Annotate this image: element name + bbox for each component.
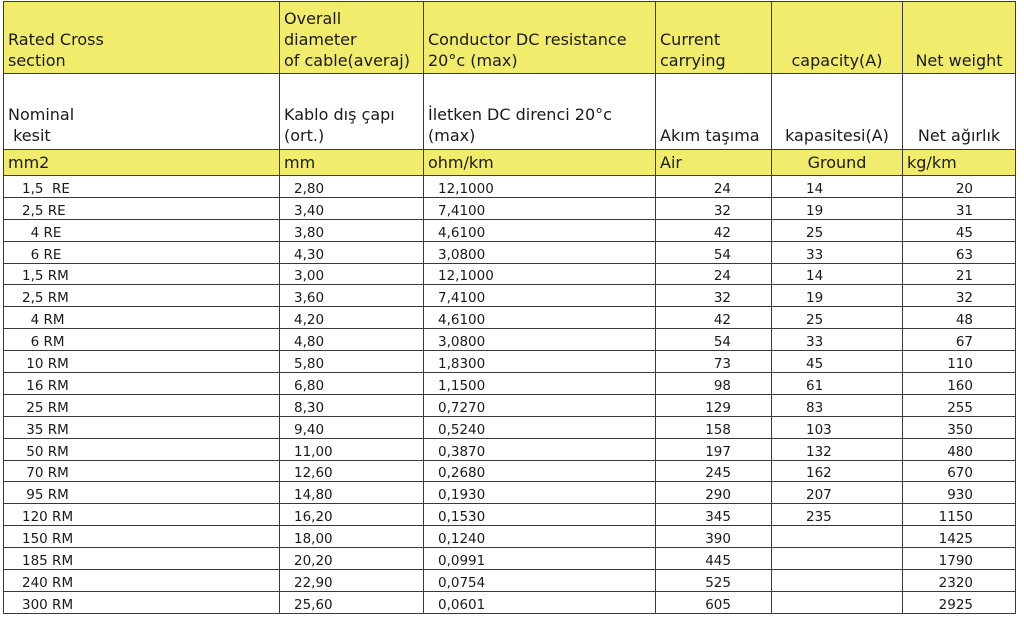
cell-diameter: 4,20	[280, 307, 424, 329]
cell-air: 158	[656, 416, 772, 438]
cell-air: 197	[656, 438, 772, 460]
unit-section: mm2	[4, 150, 280, 176]
cable-spec-table	[3, 1, 1016, 614]
cell-resistance: 0,0754	[424, 570, 656, 592]
header-kapasitesi: kapasitesi(A)	[772, 74, 903, 150]
table-row	[4, 526, 1016, 548]
cell-size: 120 RM	[4, 504, 280, 526]
cell-ground: 235	[772, 504, 903, 526]
cell-ground: 25	[772, 307, 903, 329]
header-row-turkish	[4, 74, 1016, 150]
cell-size: 185 RM	[4, 548, 280, 570]
unit-diameter: mm	[280, 150, 424, 176]
cell-ground: 45	[772, 351, 903, 373]
cell-resistance: 7,4100	[424, 197, 656, 219]
cell-resistance: 12,1000	[424, 263, 656, 285]
cell-size: 2,5 RM	[4, 285, 280, 307]
cell-diameter: 20,20	[280, 548, 424, 570]
cell-weight: 31	[903, 197, 1016, 219]
table-row	[4, 197, 1016, 219]
cell-air: 290	[656, 482, 772, 504]
table-row	[4, 416, 1016, 438]
cell-ground	[772, 526, 903, 548]
cell-size: 6 RE	[4, 241, 280, 263]
cell-size: 95 RM	[4, 482, 280, 504]
cell-air: 42	[656, 307, 772, 329]
cell-air: 24	[656, 263, 772, 285]
cell-diameter: 3,60	[280, 285, 424, 307]
header-overall-diameter: Overall diameter of cable(averaj)	[280, 2, 424, 74]
header-row-english	[4, 2, 1016, 74]
cell-diameter: 2,80	[280, 176, 424, 198]
cell-diameter: 8,30	[280, 394, 424, 416]
cell-resistance: 0,1530	[424, 504, 656, 526]
cell-weight: 1150	[903, 504, 1016, 526]
cell-diameter: 4,80	[280, 329, 424, 351]
cell-resistance: 4,6100	[424, 307, 656, 329]
cell-air: 390	[656, 526, 772, 548]
header-current-carrying: Current carrying	[656, 2, 772, 74]
cell-size: 300 RM	[4, 591, 280, 613]
table-row	[4, 351, 1016, 373]
unit-air: Air	[656, 150, 772, 176]
cell-weight: 255	[903, 394, 1016, 416]
cell-resistance: 0,0991	[424, 548, 656, 570]
cell-ground: 83	[772, 394, 903, 416]
cell-air: 42	[656, 219, 772, 241]
table-row	[4, 373, 1016, 395]
cell-air: 24	[656, 176, 772, 198]
cell-diameter: 4,30	[280, 241, 424, 263]
cell-ground: 19	[772, 197, 903, 219]
cell-size: 6 RM	[4, 329, 280, 351]
cell-ground	[772, 591, 903, 613]
table-row	[4, 591, 1016, 613]
cell-ground: 103	[772, 416, 903, 438]
cell-size: 4 RM	[4, 307, 280, 329]
cell-resistance: 0,0601	[424, 591, 656, 613]
cell-weight: 45	[903, 219, 1016, 241]
cell-size: 70 RM	[4, 460, 280, 482]
header-akim-tasima: Akım taşıma	[656, 74, 772, 150]
cell-diameter: 9,40	[280, 416, 424, 438]
cell-weight: 2320	[903, 570, 1016, 592]
cell-air: 525	[656, 570, 772, 592]
cell-weight: 21	[903, 263, 1016, 285]
cell-size: 1,5 RM	[4, 263, 280, 285]
cell-ground: 207	[772, 482, 903, 504]
cell-diameter: 16,20	[280, 504, 424, 526]
cell-resistance: 4,6100	[424, 219, 656, 241]
cell-resistance: 7,4100	[424, 285, 656, 307]
cell-ground: 25	[772, 219, 903, 241]
cell-size: 50 RM	[4, 438, 280, 460]
cell-weight: 110	[903, 351, 1016, 373]
table-row	[4, 460, 1016, 482]
cell-diameter: 25,60	[280, 591, 424, 613]
cell-weight: 1790	[903, 548, 1016, 570]
cell-air: 32	[656, 285, 772, 307]
cell-size: 2,5 RE	[4, 197, 280, 219]
cell-air: 54	[656, 329, 772, 351]
units-row	[4, 150, 1016, 176]
cell-air: 445	[656, 548, 772, 570]
cell-resistance: 0,1930	[424, 482, 656, 504]
table-row	[4, 482, 1016, 504]
cell-weight: 350	[903, 416, 1016, 438]
cell-diameter: 11,00	[280, 438, 424, 460]
unit-weight: kg/km	[903, 150, 1016, 176]
unit-resistance: ohm/km	[424, 150, 656, 176]
cell-diameter: 22,90	[280, 570, 424, 592]
cell-air: 605	[656, 591, 772, 613]
cell-diameter: 18,00	[280, 526, 424, 548]
cell-size: 25 RM	[4, 394, 280, 416]
cell-resistance: 3,0800	[424, 329, 656, 351]
cell-weight: 1425	[903, 526, 1016, 548]
cell-diameter: 3,40	[280, 197, 424, 219]
header-iletken-direnci: İletken DC direnci 20°c (max)	[424, 74, 656, 150]
cell-air: 32	[656, 197, 772, 219]
cell-resistance: 0,1240	[424, 526, 656, 548]
cell-diameter: 6,80	[280, 373, 424, 395]
header-capacity: capacity(A)	[772, 2, 903, 74]
cell-diameter: 3,80	[280, 219, 424, 241]
table-row	[4, 548, 1016, 570]
cell-ground	[772, 548, 903, 570]
cell-resistance: 0,3870	[424, 438, 656, 460]
table-row	[4, 219, 1016, 241]
table-row	[4, 394, 1016, 416]
cell-weight: 32	[903, 285, 1016, 307]
cell-size: 10 RM	[4, 351, 280, 373]
cell-air: 54	[656, 241, 772, 263]
header-kablo-dis-capi: Kablo dış çapı (ort.)	[280, 74, 424, 150]
cell-ground: 61	[772, 373, 903, 395]
cell-size: 35 RM	[4, 416, 280, 438]
header-rated-cross-section: Rated Cross section	[4, 2, 280, 74]
cell-resistance: 0,5240	[424, 416, 656, 438]
cell-air: 73	[656, 351, 772, 373]
cell-diameter: 14,80	[280, 482, 424, 504]
cell-diameter: 12,60	[280, 460, 424, 482]
table-row	[4, 285, 1016, 307]
cell-air: 129	[656, 394, 772, 416]
cell-ground: 162	[772, 460, 903, 482]
header-conductor-resistance: Conductor DC resistance 20°c (max)	[424, 2, 656, 74]
table-row	[4, 307, 1016, 329]
cell-air: 98	[656, 373, 772, 395]
table-row	[4, 263, 1016, 285]
cell-resistance: 0,7270	[424, 394, 656, 416]
cell-air: 345	[656, 504, 772, 526]
cell-weight: 160	[903, 373, 1016, 395]
cell-resistance: 3,0800	[424, 241, 656, 263]
cell-size: 240 RM	[4, 570, 280, 592]
table-row	[4, 176, 1016, 198]
cell-weight: 20	[903, 176, 1016, 198]
cell-weight: 480	[903, 438, 1016, 460]
unit-ground: Ground	[772, 150, 903, 176]
table-row	[4, 438, 1016, 460]
header-net-weight: Net weight	[903, 2, 1016, 74]
cell-resistance: 1,8300	[424, 351, 656, 373]
cell-ground	[772, 570, 903, 592]
cell-diameter: 5,80	[280, 351, 424, 373]
table-row	[4, 570, 1016, 592]
cell-ground: 14	[772, 176, 903, 198]
cell-air: 245	[656, 460, 772, 482]
cell-resistance: 0,2680	[424, 460, 656, 482]
table-row	[4, 241, 1016, 263]
cell-size: 16 RM	[4, 373, 280, 395]
cell-weight: 48	[903, 307, 1016, 329]
cell-size: 1,5 RE	[4, 176, 280, 198]
cell-ground: 19	[772, 285, 903, 307]
cell-resistance: 12,1000	[424, 176, 656, 198]
cell-ground: 14	[772, 263, 903, 285]
cell-weight: 67	[903, 329, 1016, 351]
cell-size: 4 RE	[4, 219, 280, 241]
cell-weight: 63	[903, 241, 1016, 263]
cell-resistance: 1,1500	[424, 373, 656, 395]
cell-weight: 930	[903, 482, 1016, 504]
cell-size: 150 RM	[4, 526, 280, 548]
cell-ground: 33	[772, 329, 903, 351]
header-net-agirlik: Net ağırlık	[903, 74, 1016, 150]
cell-weight: 670	[903, 460, 1016, 482]
table-row	[4, 504, 1016, 526]
header-nominal-kesit: Nominal kesit	[4, 74, 280, 150]
cell-ground: 33	[772, 241, 903, 263]
cell-diameter: 3,00	[280, 263, 424, 285]
table-row	[4, 329, 1016, 351]
cell-ground: 132	[772, 438, 903, 460]
cell-weight: 2925	[903, 591, 1016, 613]
